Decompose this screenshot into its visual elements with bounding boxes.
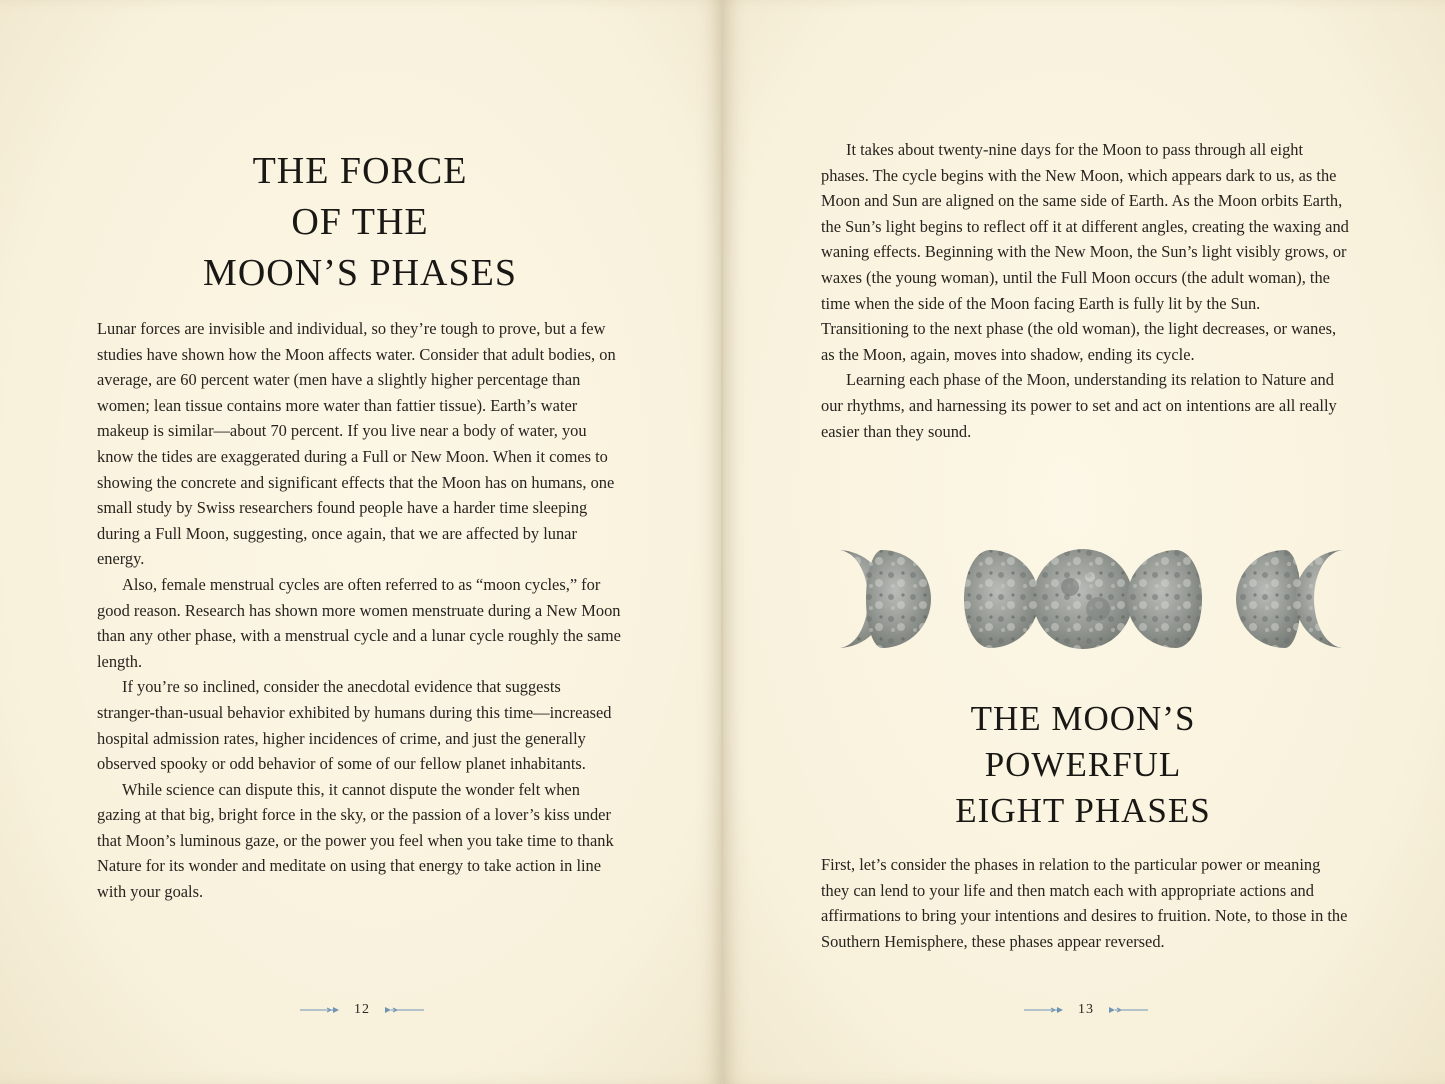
chapter-title-powerful-eight-phases [913,696,1253,834]
paragraph: If you’re so inclined, consider the anecdotal evidence that suggests stranger-than-usual behavior exhibited by humans during this time—increased hospital admission rates, higher incidences of crime, and just the generally observed spooky or odd behavior of some of our fellow planet inhabitants. [97,677,612,774]
left-body-text [97,316,621,905]
left-ornament-icon [1024,1004,1064,1016]
title-line: POWERFUL [984,745,1182,784]
left-ornament-icon [300,1004,340,1016]
title-line: OF THE [291,201,429,243]
page-number: 12 [354,1002,370,1017]
paragraph: While science can dispute this, it cannot dispute the wonder felt when gazing at that big, bright force in the sky, or the passion of a lover’s kiss under that Moon’s luminous gaze, or the power you feel when you take time to thank Nature for its wonder and meditate on using that energy to take action in line with your goals. [97,779,614,902]
moon-phases-illustration [820,547,1347,651]
last-quarter-moon-icon [1236,550,1301,648]
paragraph: Lunar forces are invisible and individual, so they’re tough to prove, but a few studies have shown how the Moon affects water. Consider that adult bodies, on average, are 60 percent water (men have a slightly higher percentage than women; lean tissue contains more water than fattier tissue). Earth’s water makeup is similar—about 70 percent. If you live near a body of water, you know the tides are exaggerated during a Full or New Moon. When it comes to showing the concrete and significant effects that the Moon has on humans, one small study by Swiss researchers found people have a harder time sleeping during a Full Moon, suggesting, once again, that we are affected by lunar energy. [97,319,616,569]
paragraph: Learning each phase of the Moon, understanding its relation to Nature and our rhythms, and harnessing its power to set and act on intentions are all really easier than they sound. [821,370,1337,441]
paragraph: Also, female menstrual cycles are often referred to as “moon cycles,” for good reason. Research has shown more women menstruate during a New Moon than any other phase, with a menstrual cycle and a lunar cycle roughly the same length. [97,574,621,671]
full-moon-icon [1033,549,1133,649]
paragraph: It takes about twenty-nine days for the Moon to pass through all eight phases. The cycle begins with the New Moon, which appears dark to us, as the Moon and Sun are aligned on the same side of Earth. As the Moon orbits Earth, the Sun’s light begins to reflect off it at different angles, creating the waxing and waning effects. Beginning with the New Moon, the Sun’s light visibly grows, or waxes (the young woman), until the Full Moon occurs (the adult woman), the time when the side of the Moon facing Earth is fully lit by the Sun. Transitioning to the next phase (the old woman), the light decreases, or wanes, as the Moon, again, moves into shadow, ending its cycle. [821,140,1349,364]
folio-left [282,1000,442,1020]
paragraph: First, let’s consider the phases in relation to the particular power or meaning they can lend to your life and then match each with appropriate actions and affirmations to bring your intentions and desires to fruition. Note, to those in the Southern Hemisphere, these phases appear reversed. [821,855,1348,951]
chapter-title-force-of-moon-phases [120,146,600,299]
waxing-gibbous-moon-icon [964,550,1039,648]
right-body-text-bottom [821,852,1351,954]
right-body-text-top [821,137,1351,444]
title-line: THE FORCE [252,150,468,192]
right-page [723,0,1445,1084]
right-ornament-icon [384,1004,424,1016]
left-page [0,0,722,1084]
waning-crescent-moon-icon [1295,550,1344,648]
title-line: THE MOON’S [970,699,1196,738]
first-quarter-moon-icon [866,550,931,648]
title-line: EIGHT PHASES [955,791,1211,830]
page-number: 13 [1078,1002,1094,1017]
folio-right [1006,1000,1166,1020]
title-line: MOON’S PHASES [203,252,517,294]
waning-gibbous-moon-icon [1127,550,1202,648]
right-ornament-icon [1108,1004,1148,1016]
